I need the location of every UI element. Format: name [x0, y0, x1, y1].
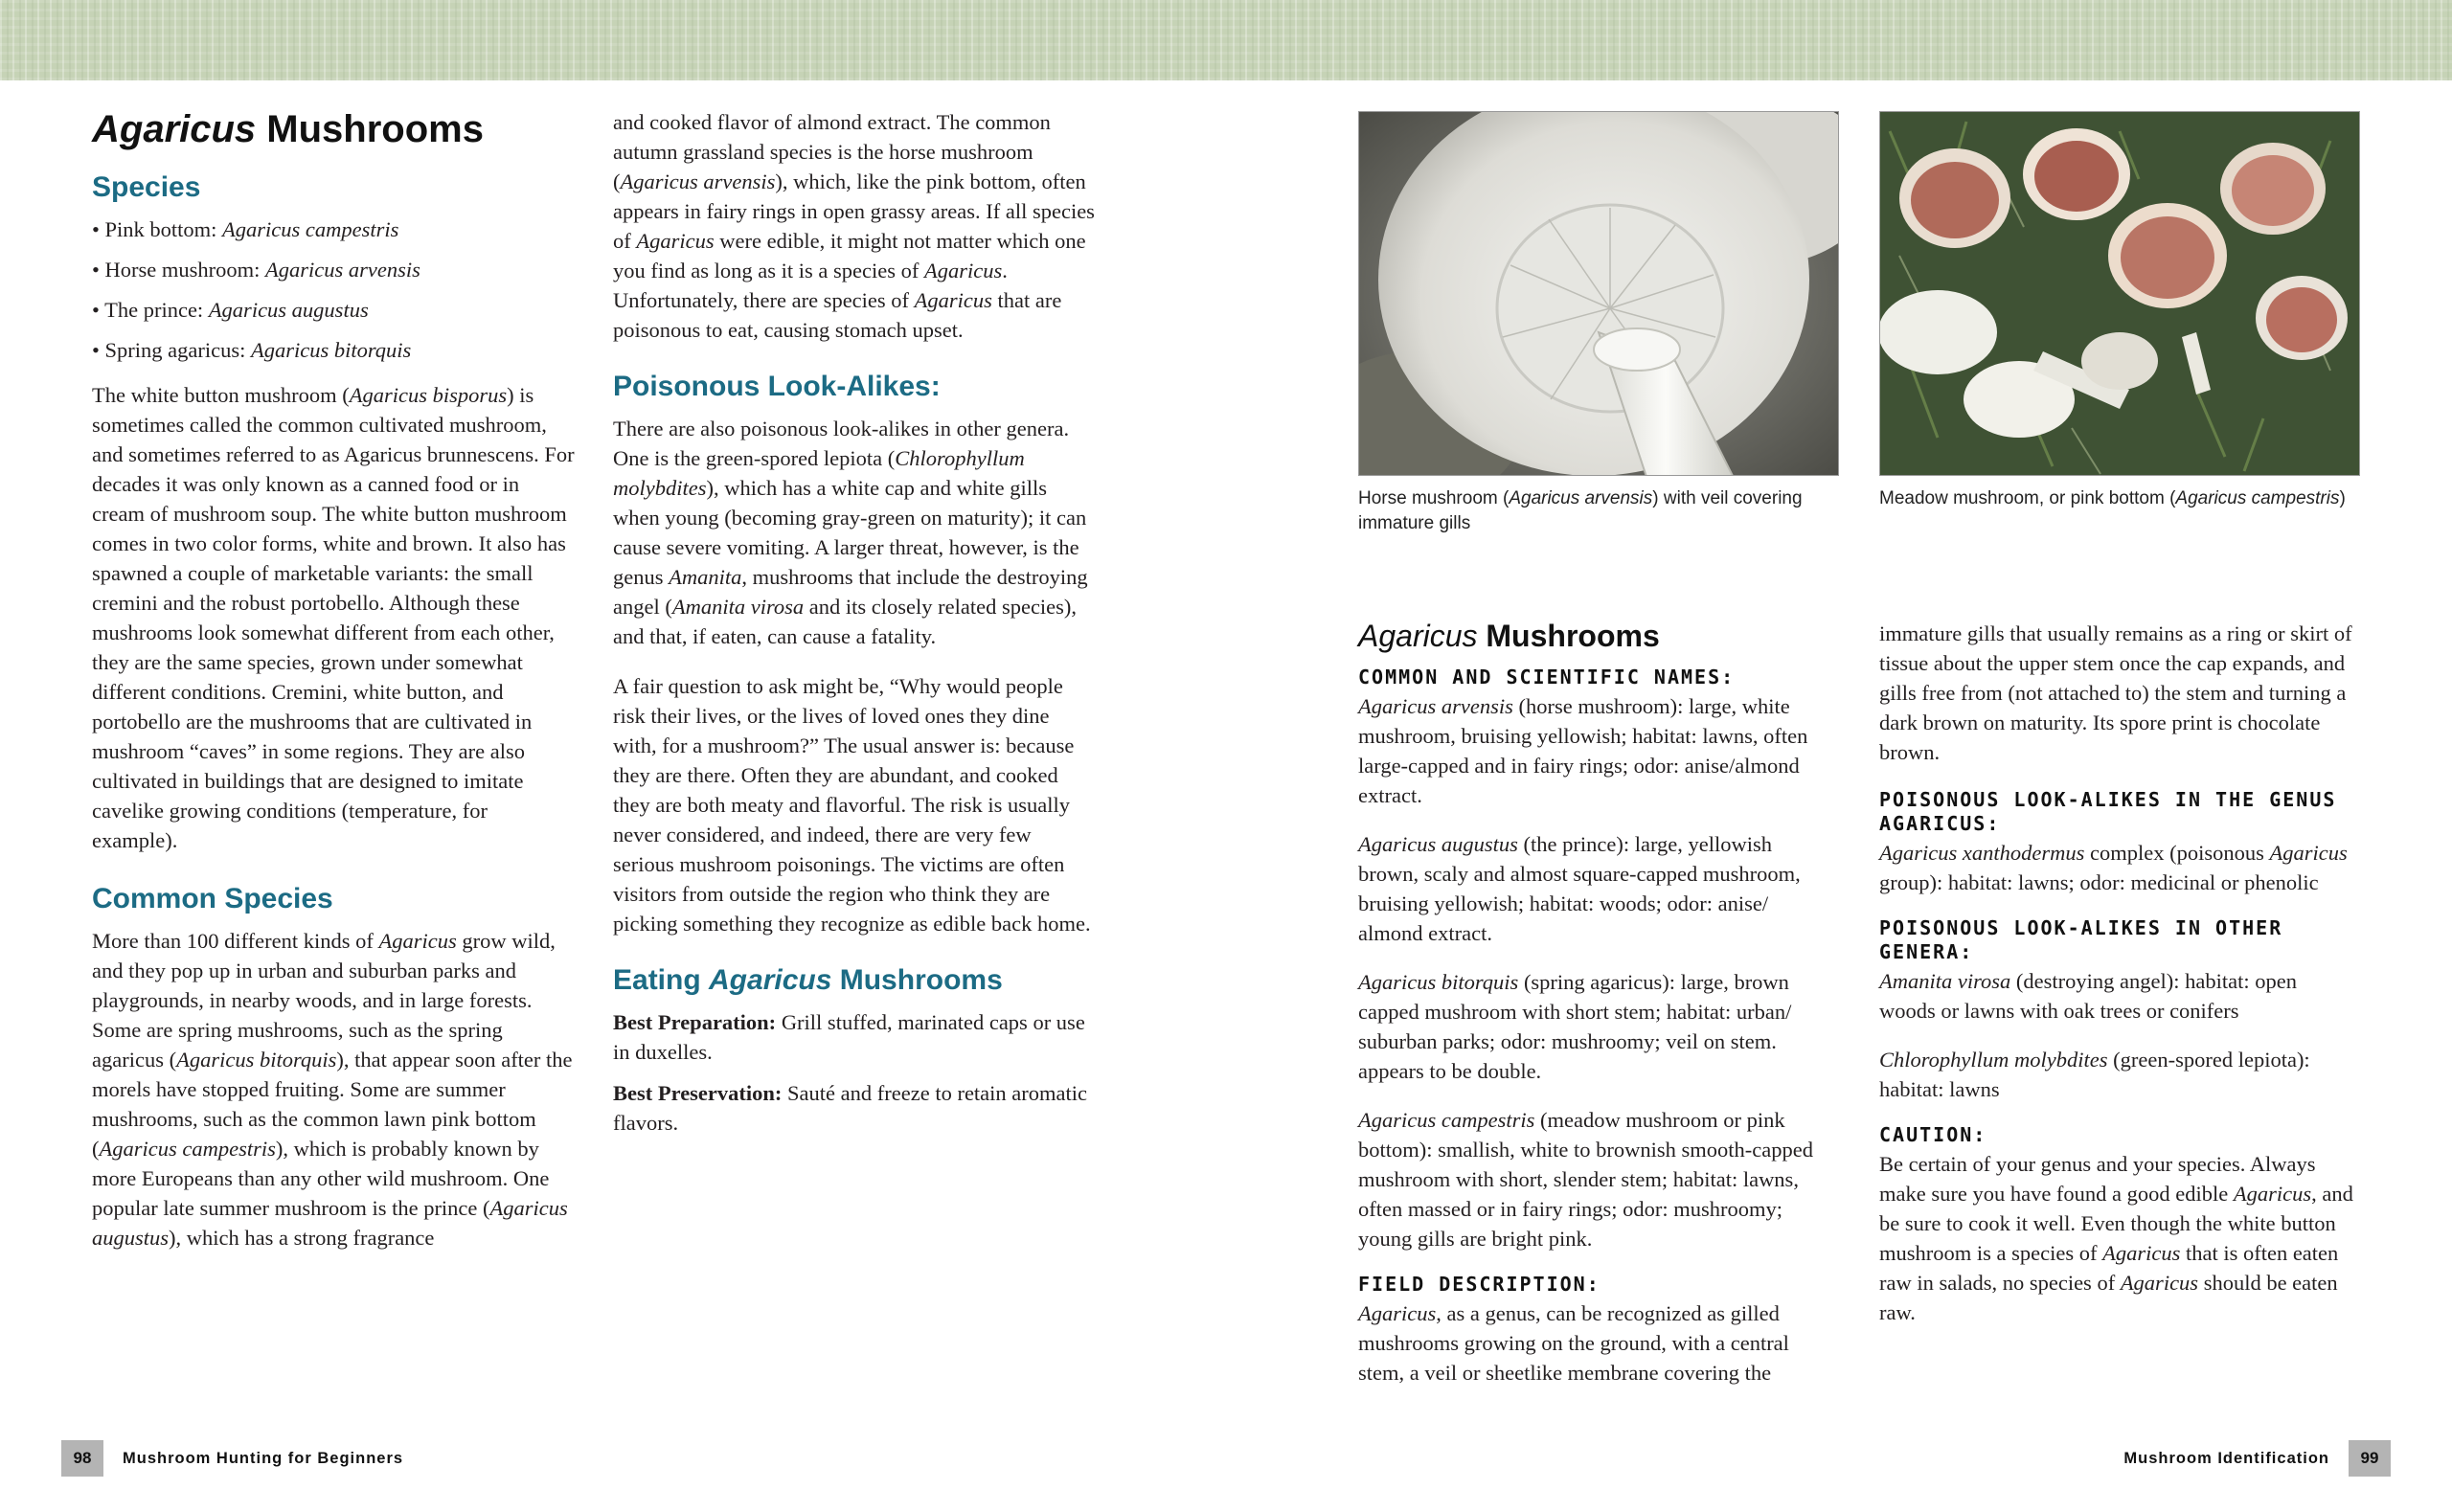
name-entry-augustus: Agaricus augustus (the prince): large, yellowish brown, scaly and almost square-capped mushroom, bruising yellowish; habitat: woods; odor: anise/ almond extract. — [1358, 832, 1801, 945]
right-column-2 — [1879, 619, 2358, 1346]
mushroom-underside-image — [1359, 112, 1839, 476]
other-genera-label: POISONOUS LOOK-ALIKES IN OTHER GENERA: — [1879, 916, 2283, 963]
decorative-header-band — [0, 0, 2452, 80]
footer-chapter-title: Mushroom Identification — [2123, 1450, 2329, 1467]
intro-paragraph: The white button mushroom (Agaricus bisporus) is sometimes called the common cultivated mushroom, and sometimes referred to as Agaricus brunnescens. For decades it was only known as a canned food or in cream of mushroom soup. The white button mushroom comes in two color forms, white and brown. It also has spawned a couple of marketable variants: the small cremini and the robust portobello. Although these mushrooms look somewhat different from each other, they are the same species, grown under somewhat different conditions. Cremini, white button, and portobello are the mushrooms that are cultivated in mushroom “caves” in some regions. They are also cultivated in buildings that are designed to imitate cavelike growing conditions (temperature, for example). — [92, 383, 575, 852]
species-list — [92, 214, 577, 365]
horse-mushroom-photo — [1358, 111, 1839, 476]
name-entry-bitorquis: Agaricus bitorquis (spring agaricus): large, brown capped mushroom with short stem; habitat: urban/ suburban parks; odor: mushroomy; veil on stem. appears to be double. — [1358, 970, 1792, 1083]
other-genera-chlorophyllum: Chlorophyllum molybdites (green-spored lepiota): habitat: lawns — [1879, 1048, 2310, 1101]
genus-lookalikes-text: Agaricus xanthodermus complex (poisonous Agaricus group): habitat: lawns; odor: medicinal or phenolic — [1879, 841, 2348, 894]
meadow-mushrooms-image — [1880, 112, 2360, 476]
name-entry-arvensis: Agaricus arvensis (horse mushroom): large, white mushroom, bruising yellowish; habitat: lawns, often large-capped and in fairy rings; odor: anise/almond extract. — [1358, 694, 1808, 807]
genus-lookalikes-label: POISONOUS LOOK-ALIKES IN THE GENUS AGARICUS: — [1879, 788, 2337, 835]
page-number-right: 99 — [2349, 1440, 2391, 1477]
poisonous-lookalikes-heading: Poisonous Look-Alikes: — [613, 371, 941, 402]
left-column-2 — [613, 107, 1098, 1149]
species-heading: Species — [92, 171, 201, 203]
caution-text: Be certain of your genus and your species. Always make sure you have found a good edible Agaricus, and be sure to cook it well. Even though the white button mushroom is a species of Agaricus that is often eaten raw in salads, no species of Agaricus should be eaten raw. — [1879, 1152, 2353, 1324]
list-item: • The prince: Agaricus augustus — [92, 295, 577, 325]
continued-paragraph: and cooked flavor of almond extract. The common autumn grassland species is the horse mushroom (Agaricus arvensis), which, like the pink bottom, often appears in fairy rings in open grassy areas. If all species of Agaricus were edible, it might not matter which one you find as long as it is a species of Agaricus. Unfortunately, there are species of Agaricus that are poisonous to eat, causing stomach upset. — [613, 110, 1095, 342]
name-entry-campestris: Agaricus campestris (meadow mushroom or pink bottom): smallish, white to brownish smooth-capped mushroom with short, slender stem; habitat: lawns, often massed or in fairy rings; odor: mushroomy; young gills are bright pink. — [1358, 1108, 1813, 1251]
list-item: • Horse mushroom: Agaricus arvensis — [92, 255, 577, 284]
page-title: Agaricus Mushrooms — [92, 108, 484, 150]
question-paragraph: A fair question to ask might be, “Why would people risk their lives, or the lives of loved ones they dine with, for a mushroom?” The usual answer is: because they are there. Often they are abundant, and cooked they are both meaty and flavorful. The risk is usually never considered, and indeed, there are very few serious mushroom poisonings. The victims are often visitors from outside the region who think they are picking something they recognize as edible back home. — [613, 674, 1091, 936]
left-column-1 — [92, 107, 577, 1273]
caution-label: CAUTION: — [1879, 1123, 1987, 1146]
names-label: COMMON AND SCIENTIFIC NAMES: — [1358, 666, 1736, 688]
right-column-1 — [1358, 618, 1837, 1407]
eating-heading: Eating Agaricus Mushrooms — [613, 964, 1003, 996]
page-number-left: 98 — [61, 1440, 103, 1477]
identification-title: Agaricus Mushrooms — [1358, 619, 1660, 653]
best-preservation: Best Preservation: Sauté and freeze to retain aromatic flavors. — [613, 1081, 1088, 1135]
common-species-heading: Common Species — [92, 883, 333, 914]
best-preparation: Best Preparation: Grill stuffed, marinated caps or use in duxelles. — [613, 1010, 1085, 1064]
common-species-paragraph: More than 100 different kinds of Agaricus grow wild, and they pop up in urban and suburban parks and playgrounds, in nearby woods, and in large forests. Some are spring mushrooms, such as the spring agaricus (Agaricus bitorquis), that appear soon after the morels have stopped fruiting. Some are summer mushrooms, such as the common lawn pink bottom (Agaricus campestris), which is probably known by more Europeans than any other wild mushroom. One popular late summer mushroom is the prince (Agaricus augustus), which has a strong fragrance — [92, 929, 573, 1250]
other-genera-amanita: Amanita virosa (destroying angel): habitat: open woods or lawns with oak trees or conifers — [1879, 969, 2297, 1023]
field-description-continued: immature gills that usually remains as a ring or skirt of tissue about the upper stem once the cap expands, and gills free from (not attached to) the stem and turning a dark brown on maturity. Its spore print is chocolate brown. — [1879, 621, 2352, 764]
field-description-label: FIELD DESCRIPTION: — [1358, 1273, 1601, 1296]
photo-caption-meadow-mushroom: Meadow mushroom, or pink bottom (Agaricus campestris) — [1879, 488, 2346, 508]
list-item: • Spring agaricus: Agaricus bitorquis — [92, 335, 577, 365]
photo-caption-horse-mushroom: Horse mushroom (Agaricus arvensis) with veil covering immature gills — [1358, 488, 1803, 533]
meadow-mushroom-photo — [1879, 111, 2360, 476]
list-item: • Pink bottom: Agaricus campestris — [92, 214, 577, 244]
field-description-start: Agaricus, as a genus, can be recognized as gilled mushrooms growing on the ground, with a central stem, a veil or sheetlike membrane covering the — [1358, 1301, 1789, 1385]
poisonous-paragraph: There are also poisonous look-alikes in other genera. One is the green-spored lepiota (Chlorophyllum molybdites), which has a white cap and white gills when young (becoming gray-green on maturity); it can cause severe vomiting. A larger threat, however, is the genus Amanita, mushrooms that include the destroying angel (Amanita virosa and its closely related species), and that, if eaten, can cause a fatality. — [613, 417, 1088, 648]
footer-book-title: Mushroom Hunting for Beginners — [123, 1450, 404, 1467]
